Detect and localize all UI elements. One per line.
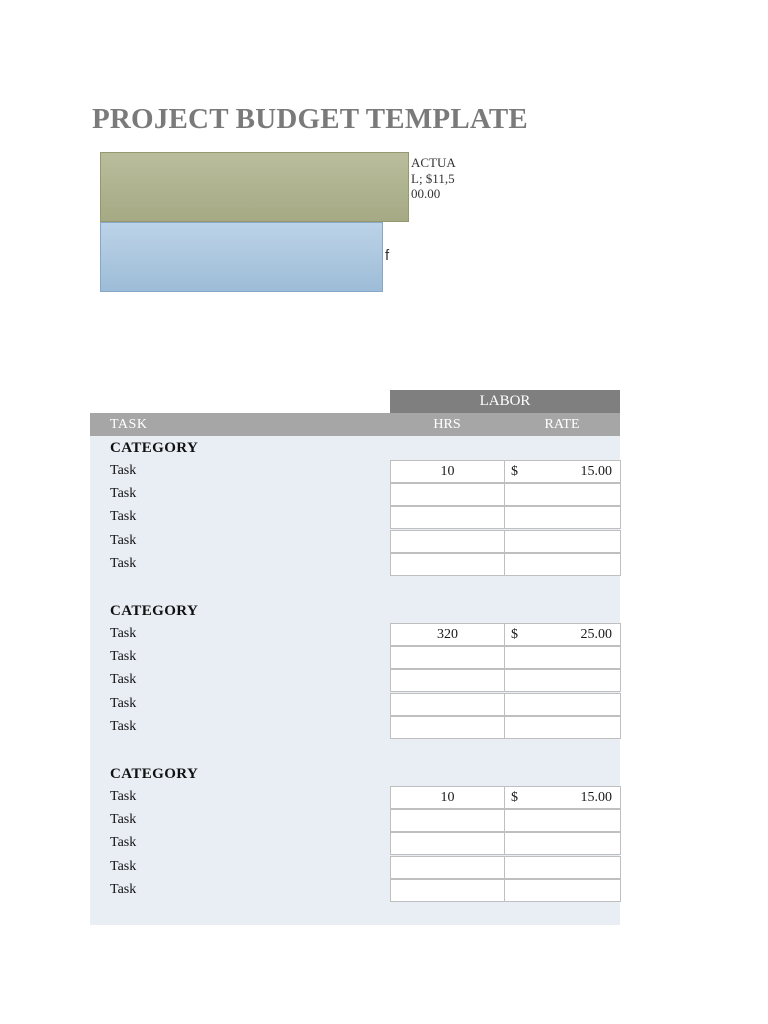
task-label: Task xyxy=(110,835,137,851)
column-header-hrs: HRS xyxy=(433,417,461,432)
table-row xyxy=(90,553,622,576)
table-row xyxy=(90,786,622,809)
actual-bar xyxy=(100,152,409,222)
table-row xyxy=(90,623,622,646)
table-row xyxy=(90,669,622,692)
task-label: Task xyxy=(110,718,137,734)
labor-group-header: LABOR xyxy=(390,390,620,413)
task-label: Task xyxy=(110,626,137,641)
rate-amount: 15.00 xyxy=(580,790,612,805)
hrs-cell[interactable] xyxy=(390,669,505,692)
task-label: Task xyxy=(110,695,137,711)
column-header-task: TASK xyxy=(110,417,148,432)
hrs-cell[interactable] xyxy=(390,693,505,716)
hrs-cell[interactable] xyxy=(390,809,505,832)
hrs-cell[interactable] xyxy=(390,832,505,855)
rate-cell[interactable] xyxy=(504,623,621,646)
hrs-cell[interactable] xyxy=(390,856,505,879)
task-label: Task xyxy=(110,649,137,665)
rate-cell[interactable] xyxy=(504,856,621,879)
hrs-cell[interactable] xyxy=(390,483,505,506)
rate-cell[interactable] xyxy=(504,786,621,809)
table-row xyxy=(90,646,622,669)
currency-symbol: $ xyxy=(511,464,518,479)
rate-cell[interactable] xyxy=(504,506,621,529)
hrs-cell[interactable] xyxy=(390,506,505,529)
table-column-header xyxy=(90,413,620,436)
rate-cell[interactable] xyxy=(504,553,621,576)
rate-cell[interactable] xyxy=(504,483,621,506)
task-label: Task xyxy=(110,532,137,548)
rate-amount: 25.00 xyxy=(580,627,612,642)
rate-cell[interactable] xyxy=(504,832,621,855)
page-title: PROJECT BUDGET TEMPLATE xyxy=(92,103,528,135)
hrs-cell[interactable] xyxy=(390,879,505,902)
column-header-rate: RATE xyxy=(544,417,580,432)
rate-cell[interactable] xyxy=(504,646,621,669)
task-label: Task xyxy=(110,509,137,525)
table-row xyxy=(90,530,622,553)
task-label: Task xyxy=(110,858,137,874)
category-title: CATEGORY xyxy=(110,440,199,456)
rate-cell[interactable] xyxy=(504,879,621,902)
hrs-cell[interactable] xyxy=(390,646,505,669)
hrs-cell[interactable]: 320 xyxy=(390,623,505,646)
budget-bar-label: f xyxy=(385,247,390,264)
actual-bar-label: ACTUAL; $11,500.00 xyxy=(411,155,456,201)
currency-symbol: $ xyxy=(511,627,518,642)
task-label: Task xyxy=(110,463,137,478)
hrs-cell[interactable] xyxy=(390,553,505,576)
rate-amount: 15.00 xyxy=(580,464,612,479)
rate-cell[interactable] xyxy=(504,669,621,692)
hrs-cell[interactable]: 10 xyxy=(390,460,505,483)
task-label: Task xyxy=(110,486,137,502)
rate-cell[interactable] xyxy=(504,809,621,832)
hrs-cell[interactable] xyxy=(390,716,505,739)
task-label: Task xyxy=(110,672,137,688)
table-row xyxy=(90,460,622,483)
rate-cell[interactable] xyxy=(504,693,621,716)
category-title: CATEGORY xyxy=(110,603,199,619)
table-row xyxy=(90,483,622,506)
hrs-cell[interactable] xyxy=(390,530,505,553)
table-row xyxy=(90,832,622,855)
rate-cell[interactable] xyxy=(504,530,621,553)
table-row xyxy=(90,693,622,716)
task-label: Task xyxy=(110,789,137,804)
category-title: CATEGORY xyxy=(110,766,199,782)
currency-symbol: $ xyxy=(511,790,518,805)
table-row xyxy=(90,856,622,879)
table-row xyxy=(90,879,622,902)
budget-bar xyxy=(100,222,383,292)
rate-cell[interactable] xyxy=(504,460,621,483)
table-row xyxy=(90,809,622,832)
task-label: Task xyxy=(110,881,137,897)
table-row xyxy=(90,716,622,739)
task-label: Task xyxy=(110,555,137,571)
hrs-cell[interactable]: 10 xyxy=(390,786,505,809)
task-label: Task xyxy=(110,812,137,828)
rate-cell[interactable] xyxy=(504,716,621,739)
table-row xyxy=(90,506,622,529)
